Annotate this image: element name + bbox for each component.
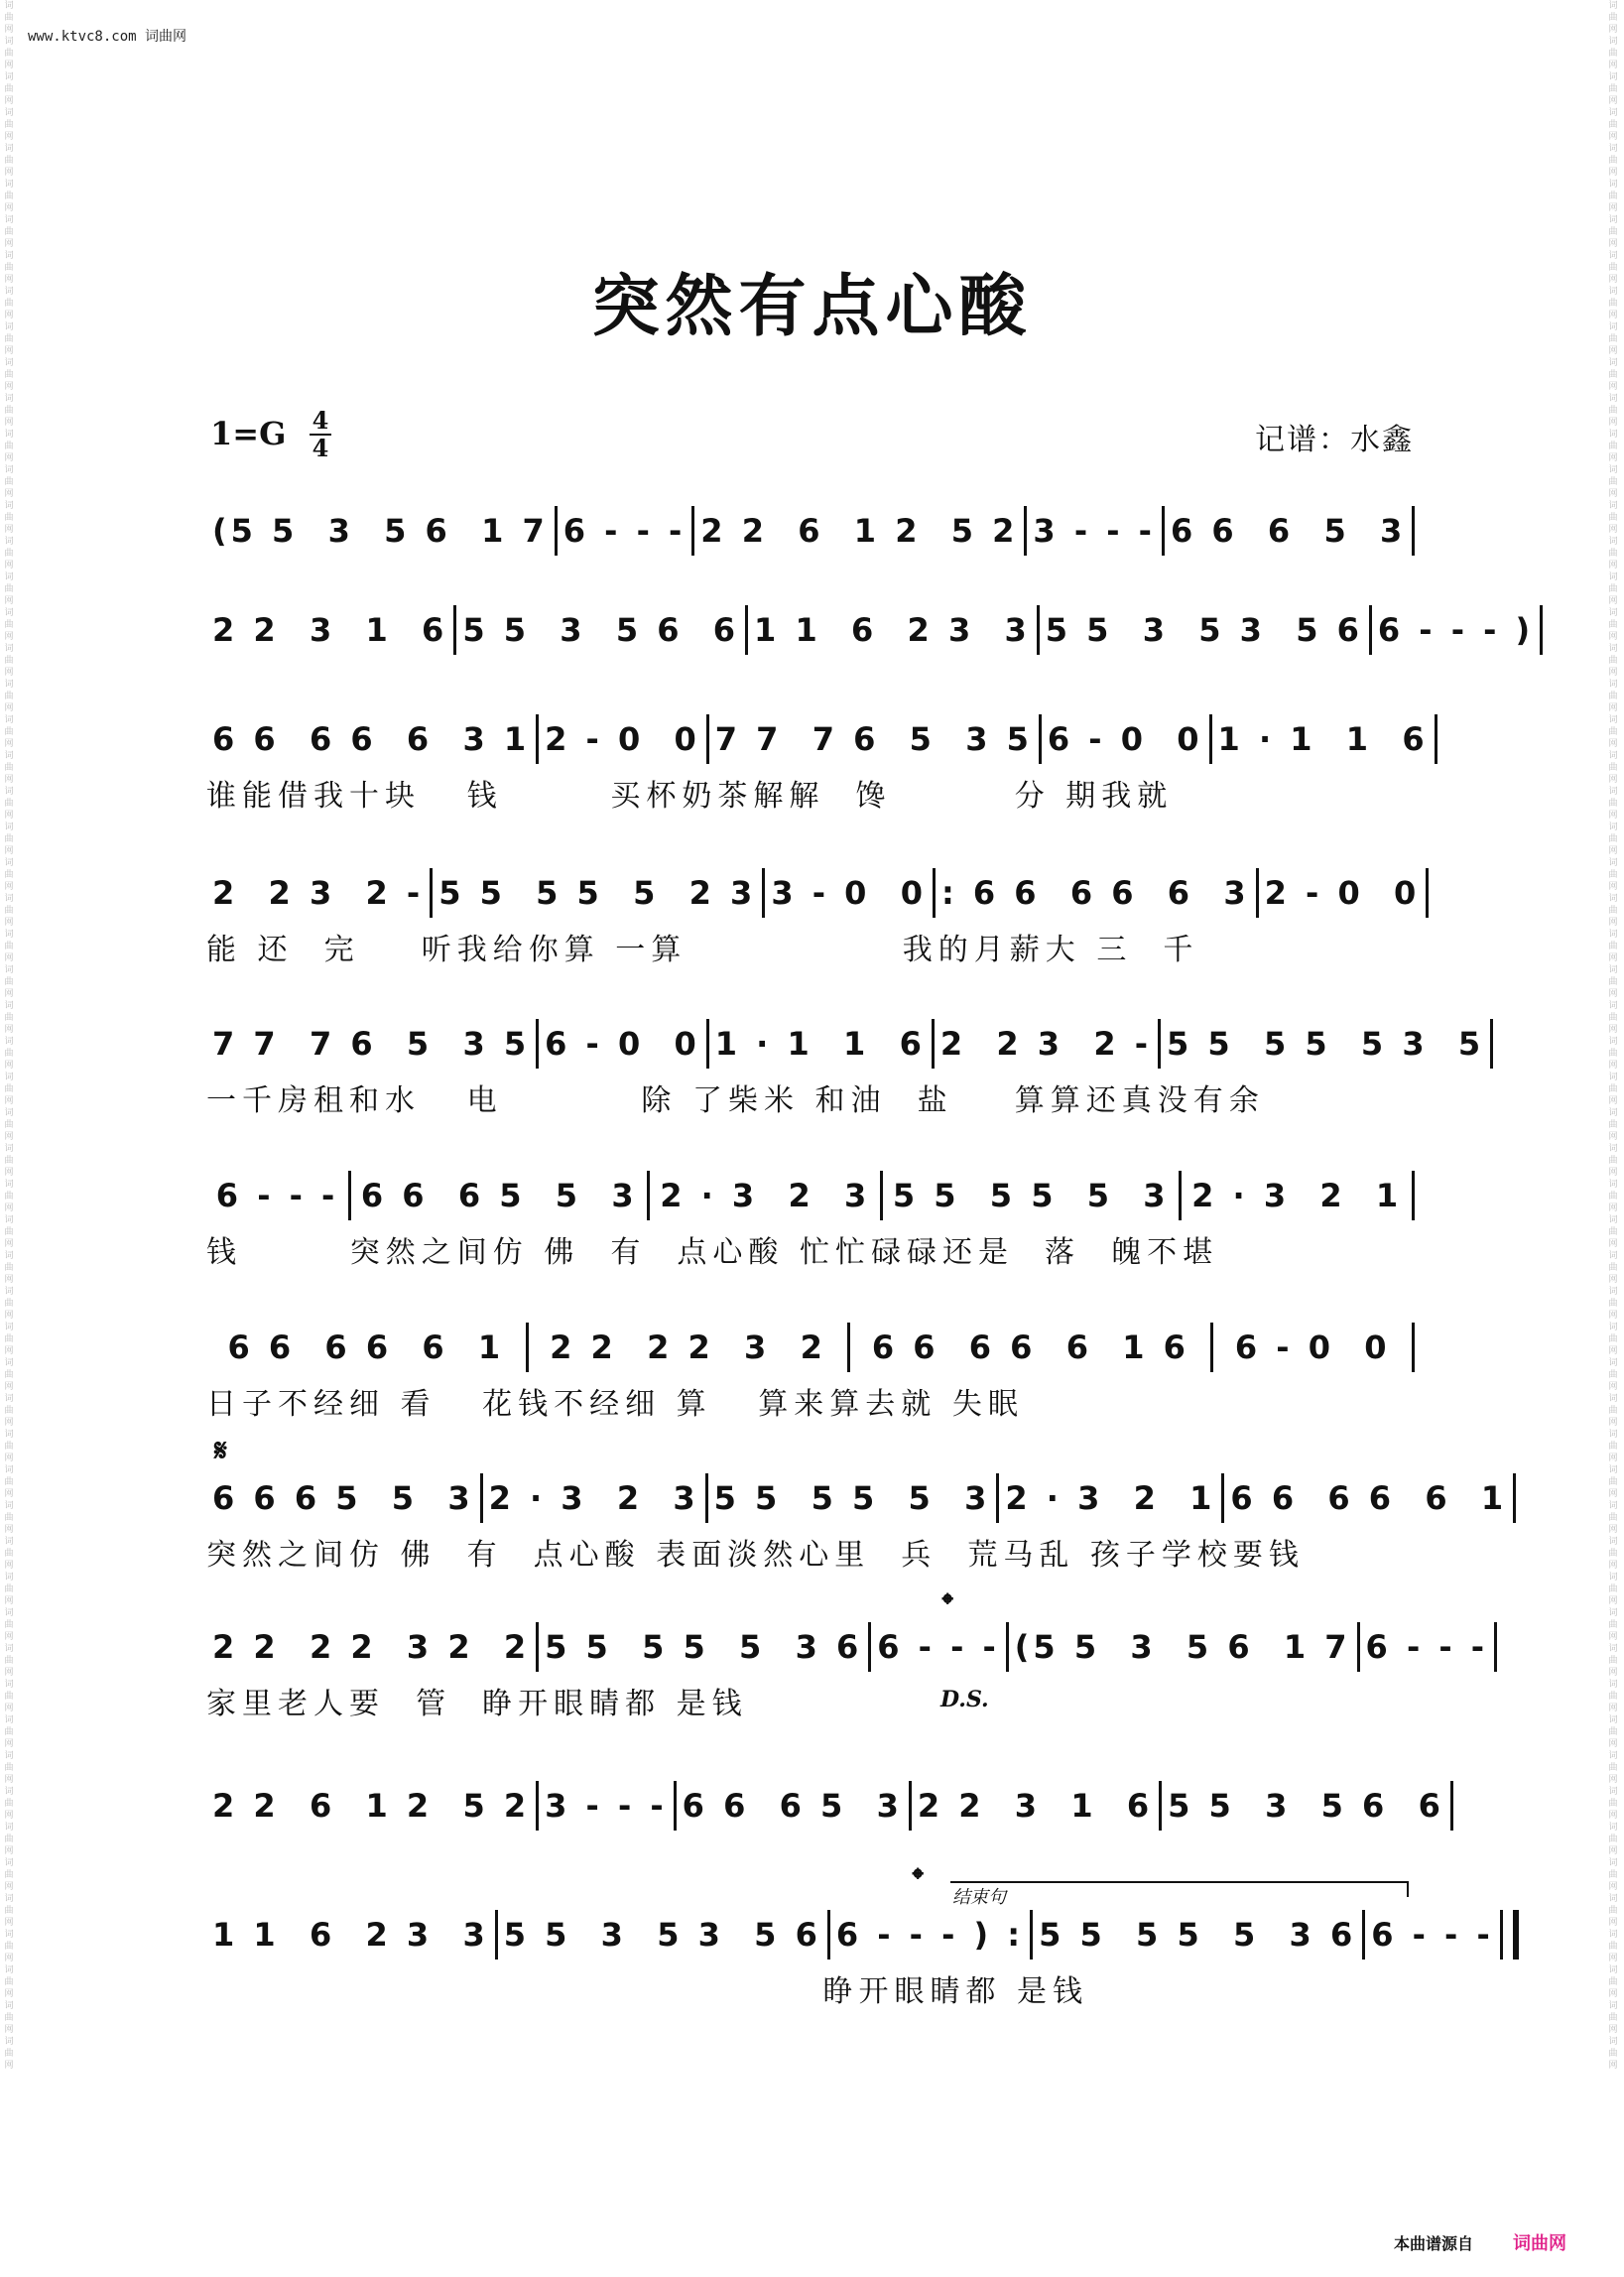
- measure: 5 5 5 5 5 3 5: [1167, 1025, 1485, 1063]
- ending-label: 结束句: [952, 1887, 1006, 1908]
- measure: 2 2 3 2 -: [212, 874, 425, 912]
- measure: 3 - 0 0: [771, 874, 927, 912]
- lyrics-line: 睁开眼睛都 是钱: [206, 1974, 1088, 2009]
- measure: 6 - - -: [877, 1628, 1000, 1666]
- lyrics-line: 一千房租和水 电 除 了柴米 和油 盐 算算还真没有余: [206, 1083, 1265, 1118]
- edge-watermark-left: 词曲网词曲网词曲网词曲网词曲网词曲网词曲网词曲网词曲网词曲网词曲网词曲网词曲网词曲网词曲网词曲网词曲网词曲网词曲网词曲网词曲网词曲网词曲网词曲网词曲网词曲网词曲网词曲网词曲网词曲网词曲网词曲网词曲网词曲网词曲网词曲网词曲网词曲网词曲网词曲网词曲网词曲网词曲网词曲网词曲网词曲网词曲网词曲网词曲网词曲网词曲网词曲网词曲网词曲网词曲网词曲网词曲网词曲网: [4, 1, 14, 2071]
- measure: 5 5 5 5 5 2 3: [438, 874, 757, 912]
- footer-text: 本曲谱源自: [1393, 2234, 1473, 2253]
- time-signature: [310, 406, 331, 462]
- measure: 2 2 3 2 -: [939, 1025, 1153, 1063]
- measure: 6 - 0 0: [1047, 720, 1203, 758]
- measure: 6 - - - ): [1377, 611, 1535, 649]
- measure: 5 5 3 5 6 6: [1168, 1787, 1444, 1825]
- barline: [1426, 868, 1429, 918]
- measure: 6 - - -: [562, 512, 687, 550]
- footer: [1394, 2229, 1566, 2255]
- measure: 5 5 5 5 5 3: [892, 1177, 1170, 1214]
- measure: 2 2 2 2 3 2 2: [212, 1628, 531, 1666]
- measure: 6 6 6 5 3: [682, 1787, 903, 1825]
- barline: [1450, 1781, 1453, 1831]
- measure: 5 5 5 5 5 3: [713, 1479, 991, 1517]
- measure: 2 2 6 1 2 5 2: [700, 512, 1019, 550]
- notes-line: [206, 1468, 1508, 1528]
- measure: 6 6 6 6 6 1: [227, 1328, 505, 1366]
- notes-line: [206, 863, 1421, 923]
- notes-line: [206, 709, 1429, 769]
- measure: (5 5 3 5 6 1 7: [212, 512, 549, 550]
- measure: 1 1 6 2 3 3: [754, 611, 1031, 649]
- barline: [1412, 1323, 1415, 1372]
- notes-line: [206, 1318, 1415, 1377]
- measure: 2 2 3 1 6: [917, 1787, 1154, 1825]
- measure: 6 - 0 0: [545, 1025, 700, 1063]
- site-url[interactable]: www.ktvc8.com 词曲网: [28, 29, 187, 45]
- measure: (5 5 3 5 6 1 7: [1014, 1628, 1351, 1666]
- lyrics-line: 谁能借我十块 钱 买杯奶茶解解 馋 分 期我就: [206, 779, 1174, 814]
- measure: 5 5 5 5 5 3 6: [1039, 1916, 1357, 1954]
- barline: [1412, 1171, 1415, 1220]
- notes-line: [206, 600, 1535, 660]
- measure: 2 - 0 0: [545, 720, 700, 758]
- notes-line: [206, 501, 1415, 561]
- key-signature: 1=G: [210, 415, 287, 452]
- measure: 5 5 3 5 6 6: [462, 611, 740, 649]
- measure: 2 · 3 2 1: [1191, 1177, 1403, 1214]
- measure: 6 - - -: [1365, 1628, 1489, 1666]
- measure: : 6 6 6 6 6 3: [940, 874, 1250, 912]
- measure: 2 · 3 2 1: [1005, 1479, 1216, 1517]
- transcriber: 记谱：水鑫: [1255, 423, 1414, 457]
- lyrics-line: 突然之间仿 佛 有 点心酸 表面淡然心里 兵 荒马乱 孩子学校要钱: [206, 1538, 1305, 1573]
- notes-line: [206, 1014, 1485, 1074]
- measure: 7 7 7 6 5 3 5: [212, 1025, 531, 1063]
- lyrics-line: 家里老人要 管 睁开眼睛都 是钱: [206, 1687, 748, 1721]
- measure: 7 7 7 6 5 3 5: [714, 720, 1033, 758]
- edge-watermark-right: 词曲网词曲网词曲网词曲网词曲网词曲网词曲网词曲网词曲网词曲网词曲网词曲网词曲网词曲网词曲网词曲网词曲网词曲网词曲网词曲网词曲网词曲网词曲网词曲网词曲网词曲网词曲网词曲网词曲网词曲网词曲网词曲网词曲网词曲网词曲网词曲网词曲网词曲网词曲网词曲网词曲网词曲网词曲网词曲网词曲网词曲网词曲网词曲网词曲网词曲网词曲网词曲网词曲网词曲网词曲网词曲网词曲网词曲网: [1608, 1, 1618, 2071]
- measure: 6 6 6 6 6 1: [1230, 1479, 1508, 1517]
- lyrics-line: 日子不经细 看 花钱不经细 算 算来算去就 失眠: [206, 1387, 1024, 1422]
- measure: 6 - - - ) :: [835, 1916, 1025, 1954]
- measure: 6 - - -: [1371, 1916, 1494, 1954]
- measure: 6 6 6 6 6 1 6: [871, 1328, 1189, 1366]
- measure: 2 - 0 0: [1264, 874, 1421, 912]
- barline: [1540, 605, 1543, 655]
- time-top: 4: [312, 406, 329, 435]
- notes-line: [206, 1166, 1415, 1225]
- measure: 1 · 1 1 6: [1217, 720, 1429, 758]
- measure: 5 5 5 5 5 3 6: [545, 1628, 863, 1666]
- measure: 3 - - -: [1033, 512, 1156, 550]
- barline: [1500, 1910, 1519, 1960]
- coda-mark-ending: 𝄌: [913, 1862, 924, 1897]
- song-title: 突然有点心酸: [591, 267, 1033, 346]
- ending-bracket: [950, 1881, 1409, 1897]
- barline: [1494, 1622, 1497, 1672]
- notes-line: [206, 1905, 1494, 1964]
- barline: [1513, 1473, 1516, 1523]
- measure: 2 · 3 2 3: [488, 1479, 699, 1517]
- measure: 2 · 3 2 3: [660, 1177, 871, 1214]
- ds-mark: D.S.: [940, 1687, 989, 1712]
- segno-mark: 𝄋: [214, 1434, 227, 1468]
- time-bottom: 4: [312, 434, 329, 462]
- measure: 2 2 3 1 6: [212, 611, 448, 649]
- measure: 6 6 6 5 3: [1170, 512, 1407, 550]
- measure: 6 - 0 0: [1234, 1328, 1391, 1366]
- measure: 6 6 6 6 6 3 1: [212, 720, 531, 758]
- measure: 1 1 6 2 3 3: [212, 1916, 489, 1954]
- measure: 3 - - -: [545, 1787, 668, 1825]
- measure: 6 - - -: [215, 1177, 339, 1214]
- measure: 5 5 3 5 3 5 6: [1045, 611, 1363, 649]
- barline: [1435, 714, 1437, 764]
- barline: [1490, 1019, 1493, 1069]
- measure: 1 · 1 1 6: [714, 1025, 926, 1063]
- barline: [1412, 506, 1415, 556]
- notes-line: [206, 1776, 1444, 1835]
- measure: 5 5 3 5 3 5 6: [503, 1916, 821, 1954]
- coda-mark: 𝄌: [942, 1587, 953, 1622]
- measure: 2 2 6 1 2 5 2: [212, 1787, 531, 1825]
- lyrics-line: 能 还 完 听我给你算 一算 我的月薪大 三 千: [206, 933, 1199, 967]
- lyrics-line: 钱 突然之间仿 佛 有 点心酸 忙忙碌碌还是 落 魄不堪: [206, 1235, 1219, 1270]
- measure: 6 6 6 5 5 3: [360, 1177, 638, 1214]
- footer-brand[interactable]: 词曲网: [1513, 2233, 1566, 2254]
- measure: 6 6 6 5 5 3: [212, 1479, 474, 1517]
- measure: 2 2 2 2 3 2: [550, 1328, 826, 1366]
- notes-line: [206, 1617, 1489, 1677]
